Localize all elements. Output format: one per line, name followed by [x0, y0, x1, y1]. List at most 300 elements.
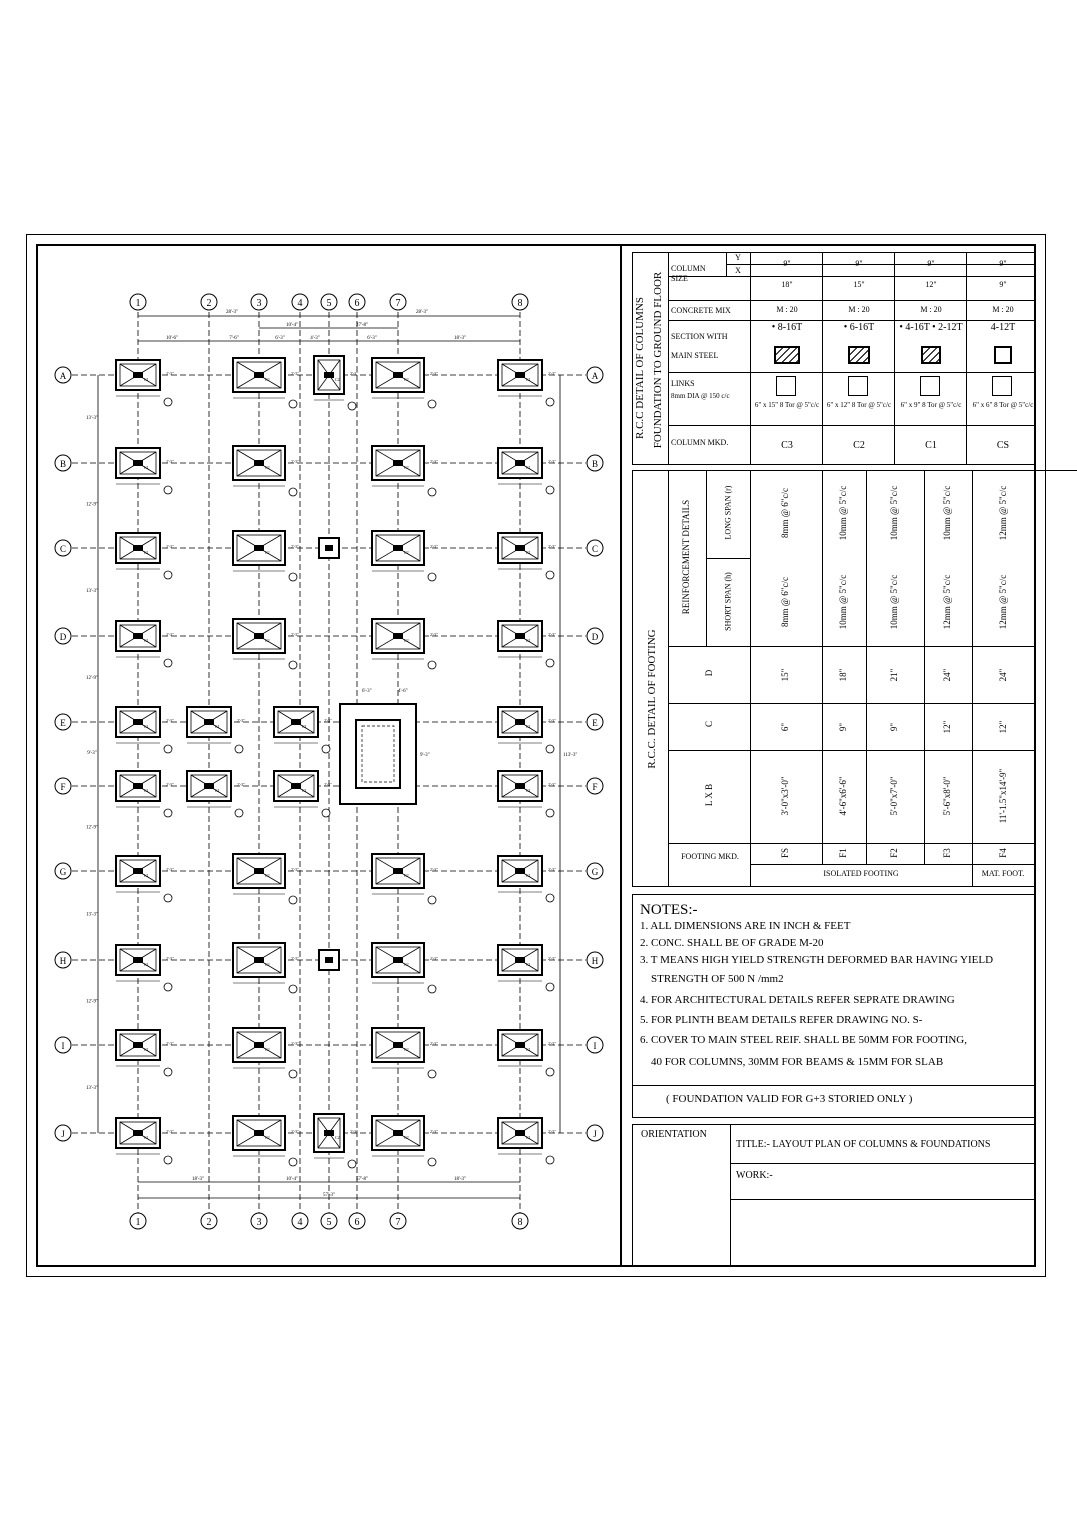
footing-dim-label: 2'-3": [548, 956, 556, 961]
grid-number-top: 3: [256, 298, 262, 309]
footing-leader-tag: [428, 1070, 436, 1078]
main-steel-value: • 6-16T: [843, 322, 875, 333]
footing-long-span-value: 10mm @ 5"c/c: [838, 485, 848, 541]
footing-mark-value: F1: [838, 848, 848, 858]
column-block: [325, 545, 333, 551]
footing-long-span-value: 8mm @ 6"c/c: [780, 488, 790, 538]
dimension-text: 27'-8": [355, 323, 369, 328]
concrete-mix-value: M : 20: [848, 305, 870, 314]
link-stirrup-icon: [776, 376, 796, 396]
column-mark: C1: [144, 377, 149, 382]
column-block: [133, 1130, 143, 1136]
column-block: [515, 460, 525, 466]
grid-number-top: 7: [395, 298, 401, 309]
grid-number-bottom: 5: [326, 1217, 332, 1228]
column-mark: C2: [265, 638, 270, 643]
grid-letter-left: F: [60, 782, 66, 792]
footing-leader-tag: [546, 659, 554, 667]
column-block: [204, 783, 214, 789]
column-mark: C2: [265, 1135, 270, 1140]
grid-letter-left: I: [61, 1041, 65, 1051]
work-label: WORK:-: [736, 1170, 773, 1181]
footing-dim-label: 2'-3": [166, 544, 174, 549]
footing-leader-tag: [289, 488, 297, 496]
column-table-title-2: FOUNDATION TO GROUND FLOOR: [652, 271, 664, 449]
footing-dim-label: 2'-3": [350, 371, 358, 376]
column-section-icon: [921, 346, 941, 364]
dimension-text: 12'-9": [85, 502, 99, 508]
footing-dim-label: 2'-3": [291, 956, 299, 961]
footing-leader-tag: [546, 1156, 554, 1164]
note-5: 5. FOR PLINTH BEAM DETAILS REFER DRAWING NO. S-: [640, 1014, 923, 1026]
grid-number-bottom: 8: [517, 1217, 523, 1228]
dimension-text: 10'-6": [165, 336, 179, 341]
footing-dim-label: 2'-3": [430, 371, 438, 376]
column-block: [254, 372, 264, 378]
column-mark: C1: [302, 788, 307, 793]
footing-leader-tag: [546, 398, 554, 406]
footing-leader-tag: [289, 1158, 297, 1166]
column-mark: C1: [526, 377, 531, 382]
footing-short-span-value: 8mm @ 6"c/c: [780, 577, 790, 627]
links-value: 6" x 6" 8 Tor @ 5"c/c: [972, 401, 1034, 409]
column-block: [393, 460, 403, 466]
footing-dim-label: 2'-3": [166, 1041, 174, 1046]
links-desc: 8mm DIA @ 150 c/c: [671, 392, 730, 400]
footing-leader-tag: [428, 896, 436, 904]
footing-d-value: 18": [838, 668, 848, 682]
grid-number-bottom: 4: [297, 1217, 303, 1228]
column-block: [515, 633, 525, 639]
link-stirrup-icon: [992, 376, 1012, 396]
footing-leader-tag: [428, 985, 436, 993]
column-mark: C2: [265, 1047, 270, 1052]
footing-dim-label: 2'-3": [430, 459, 438, 464]
long-span-label: LONG SPAN (r): [723, 485, 733, 540]
footing-c-value: 12": [998, 720, 1008, 734]
footing-dim-label: 2'-3": [166, 782, 174, 787]
footing-short-span-value: 10mm @ 5"c/c: [838, 574, 848, 630]
footing-leader-tag: [428, 661, 436, 669]
main-steel-value: • 8-16T: [771, 322, 803, 333]
dimension-text: 18'-3": [453, 1177, 467, 1182]
column-mark: C1: [526, 788, 531, 793]
dimension-text: 13'-3": [85, 912, 99, 918]
footing-leader-tag: [289, 985, 297, 993]
footing-leader-tag: [322, 809, 330, 817]
column-block: [515, 545, 525, 551]
column-block: [204, 719, 214, 725]
column-x-value: 12": [925, 280, 937, 289]
dimension-text: 10'-4": [285, 1177, 299, 1182]
grid-letter-right: G: [591, 867, 599, 877]
footing-lxb-value: 5'-0"x7'-0": [889, 776, 899, 816]
column-mark: C1: [302, 724, 307, 729]
note-2: 2. CONC. SHALL BE OF GRADE M-20: [640, 937, 824, 949]
column-block: [393, 1042, 403, 1048]
dimension-text: 6'-3": [367, 336, 377, 341]
grid-number-top: 4: [297, 298, 303, 309]
footing-dim-label: 2'-3": [291, 632, 299, 637]
footing-long-span-value: 12mm @ 5"c/c: [998, 485, 1008, 541]
links-value: 6" x 12" 8 Tor @ 5"c/c: [826, 401, 892, 409]
grid-letter-right: J: [593, 1129, 597, 1139]
grid-letter-left: G: [59, 867, 67, 877]
mat-footing-label: MAT. FOOT.: [981, 869, 1025, 878]
column-mark: C1: [144, 465, 149, 470]
footing-leader-tag: [289, 1070, 297, 1078]
column-mark: C2: [265, 873, 270, 878]
note-6: 6. COVER TO MAIN STEEL REIF. SHALL BE 50MM FOR FOOTING,: [640, 1034, 967, 1046]
column-block: [133, 460, 143, 466]
column-mark: C1: [215, 788, 220, 793]
column-mark: C2: [335, 1135, 340, 1140]
footing-leader-tag: [164, 398, 172, 406]
column-section-icon: [994, 346, 1012, 364]
column-x-value: 15": [853, 280, 865, 289]
footing-short-span-value: 10mm @ 5"c/c: [889, 574, 899, 630]
dimension-text: 57'-8": [355, 1177, 369, 1182]
grid-letter-left: E: [60, 718, 66, 728]
footing-lxb-value: 5'-6"x8'-0": [942, 776, 952, 816]
column-block: [133, 1042, 143, 1048]
footing-long-span-value: 10mm @ 5"c/c: [942, 485, 952, 541]
footing-d-value: 15": [780, 668, 790, 682]
column-size-label: COLUMN SIZE: [671, 264, 706, 283]
footing-c-value: 12": [942, 720, 952, 734]
column-section-icon: [848, 346, 870, 364]
footing-leader-tag: [235, 745, 243, 753]
column-mark-value: C1: [925, 440, 937, 451]
footing-leader-tag: [164, 571, 172, 579]
footing-dim-label: 2'-3": [430, 867, 438, 872]
link-stirrup-icon: [920, 376, 940, 396]
column-block: [325, 957, 333, 963]
grid-number-top: 8: [517, 298, 523, 309]
footing-dim-label: 2'-3": [548, 867, 556, 872]
column-block: [324, 1130, 334, 1136]
footing-c-value: 9": [838, 722, 848, 732]
drawing-title: TITLE:- LAYOUT PLAN OF COLUMNS & FOUNDATIONS: [736, 1139, 991, 1150]
column-block: [133, 783, 143, 789]
grid-letter-right: E: [592, 718, 598, 728]
footing-dim-label: 2'-3": [548, 459, 556, 464]
dimension-text: 18'-3": [453, 336, 467, 341]
section-label: SECTION WITH: [671, 332, 728, 341]
footing-short-span-value: 12mm @ 5"c/c: [942, 574, 952, 630]
grid-number-top: 6: [354, 298, 360, 309]
notes-title: NOTES:-: [640, 902, 698, 918]
column-mark: C1: [144, 788, 149, 793]
column-mark: C2: [404, 1047, 409, 1052]
footing-leader-tag: [164, 983, 172, 991]
footing-mark-value: FS: [780, 848, 790, 859]
column-block: [393, 868, 403, 874]
column-mark: C1: [144, 550, 149, 555]
column-mark: C1: [526, 1135, 531, 1140]
column-mark: C2: [265, 465, 270, 470]
dimension-text: 18'-3": [191, 1177, 205, 1182]
main-steel-value: 4-12T: [990, 322, 1016, 333]
footing-long-span-value: 10mm @ 5"c/c: [889, 485, 899, 541]
footing-leader-tag: [289, 573, 297, 581]
column-mark: C1: [526, 724, 531, 729]
footing-short-span-value: 12mm @ 5"c/c: [998, 574, 1008, 630]
column-block: [393, 545, 403, 551]
footing-dim-label: 2'-3": [166, 632, 174, 637]
column-mark: C1: [144, 1135, 149, 1140]
footing-lxb-value: 3'-0"x3'-0": [780, 776, 790, 816]
dimension-text: 13'-3": [85, 1086, 99, 1091]
column-mark-value: C3: [781, 440, 793, 451]
mat-dimension: 9'-3": [420, 753, 430, 758]
grid-letter-left: J: [61, 1129, 65, 1139]
concrete-mix-value: M : 20: [920, 305, 942, 314]
footing-dim-label: 2'-3": [548, 782, 556, 787]
note-3b: STRENGTH OF 500 N /mm2: [651, 973, 784, 985]
foundation-plan: [40, 248, 618, 1264]
footing-dim-label: 2'-3": [324, 782, 332, 787]
footing-dim-label: 2'-3": [291, 867, 299, 872]
footing-c-value: 9": [889, 722, 899, 732]
column-table-title-1: R.C.C DETAIL OF COLUMNS: [634, 296, 646, 440]
footing-leader-tag: [289, 400, 297, 408]
footing-dim-label: 2'-3": [237, 782, 245, 787]
footing-leader-tag: [164, 486, 172, 494]
note-1: 1. ALL DIMENSIONS ARE IN INCH & FEET: [640, 920, 851, 932]
column-block: [133, 868, 143, 874]
grid-letter-left: A: [59, 371, 67, 381]
panel-divider: [620, 244, 622, 1267]
concrete-mix-value: M : 20: [992, 305, 1014, 314]
column-mark-value: CS: [996, 440, 1010, 451]
dimension-text: 9'-3": [87, 751, 97, 756]
column-x-value: 9": [999, 280, 1007, 289]
footing-dim-label: 2'-3": [291, 459, 299, 464]
links-value: 6" x 9" 8 Tor @ 5"c/c: [900, 401, 962, 409]
dimension-text: 10'-4": [285, 323, 299, 328]
dimension-text: 12'-9": [85, 825, 99, 831]
footing-leader-tag: [546, 983, 554, 991]
column-y-value: 9": [783, 259, 791, 268]
y-label: Y: [735, 253, 741, 262]
grid-number-top: 2: [206, 298, 212, 309]
note-4: 4. FOR ARCHITECTURAL DETAILS REFER SEPRATE DRAWING: [640, 994, 955, 1006]
note-6b: 40 FOR COLUMNS, 30MM FOR BEAMS & 15MM FOR SLAB: [651, 1056, 944, 1068]
d-label: D: [704, 669, 714, 677]
column-mark: C1: [144, 873, 149, 878]
column-block: [324, 372, 334, 378]
column-block: [291, 719, 301, 725]
grid-letter-left: C: [59, 544, 67, 554]
footing-leader-tag: [164, 1156, 172, 1164]
footing-dim-label: 2'-3": [166, 867, 174, 872]
footing-leader-tag: [164, 745, 172, 753]
grid-letter-right: I: [593, 1041, 597, 1051]
dimension-text: 28'-3": [225, 310, 239, 315]
column-block: [515, 783, 525, 789]
column-block: [515, 1042, 525, 1048]
footing-dim-label: 2'-3": [324, 718, 332, 723]
dimension-text: 113'-3": [563, 753, 578, 758]
footing-mark-value: F3: [942, 848, 952, 858]
footing-dim-label: 2'-3": [166, 459, 174, 464]
footing-dim-label: 2'-3": [166, 371, 174, 376]
column-block: [254, 868, 264, 874]
column-mark: C1: [526, 638, 531, 643]
grid-number-bottom: 7: [395, 1217, 401, 1228]
concrete-mix-label: CONCRETE MIX: [671, 306, 731, 315]
reinforcement-label: REINFORCEMENT DETAILS: [681, 499, 691, 615]
short-span-label: SHORT SPAN (h): [723, 572, 733, 631]
footing-dim-label: 2'-3": [430, 632, 438, 637]
column-mark: C2: [404, 962, 409, 967]
footing-dim-label: 2'-3": [291, 1041, 299, 1046]
footing-leader-tag: [546, 486, 554, 494]
column-block: [393, 1130, 403, 1136]
grid-number-bottom: 2: [206, 1217, 212, 1228]
column-block: [133, 545, 143, 551]
footing-leader-tag: [322, 745, 330, 753]
dimension-text: 12'-9": [85, 676, 99, 681]
column-mark-value: C2: [853, 440, 865, 451]
column-mark: C1: [526, 962, 531, 967]
column-x-value: 18": [781, 280, 793, 289]
mat-dimension: 4'-6": [398, 689, 408, 694]
footing-dim-label: 2'-3": [350, 1129, 358, 1134]
footing-leader-tag: [428, 400, 436, 408]
dimension-text: 13'-3": [85, 416, 99, 421]
footing-leader-tag: [348, 402, 356, 410]
column-mark: C1: [526, 550, 531, 555]
column-block: [515, 957, 525, 963]
grid-number-bottom: 1: [135, 1217, 141, 1228]
footing-d-value: 24": [998, 668, 1008, 682]
column-block: [515, 868, 525, 874]
footing-dim-label: 2'-3": [291, 371, 299, 376]
link-stirrup-icon: [848, 376, 868, 396]
footing-leader-tag: [164, 894, 172, 902]
column-block: [393, 372, 403, 378]
column-block: [393, 957, 403, 963]
footing-dim-label: 2'-3": [430, 1129, 438, 1134]
footing-lxb-value: 11'-1.5"x14'-9": [998, 768, 1008, 824]
column-block: [515, 1130, 525, 1136]
column-mark: C1: [144, 962, 149, 967]
c-label: C: [704, 721, 714, 728]
column-block: [515, 719, 525, 725]
dimension-text: 57'-3": [322, 1193, 336, 1198]
footing-leader-tag: [428, 1158, 436, 1166]
column-mark: C2: [404, 638, 409, 643]
column-block: [133, 719, 143, 725]
footing-lxb-value: 4'-6"x6'-6": [838, 776, 848, 816]
footing-dim-label: 2'-3": [291, 1129, 299, 1134]
links-value: 6" x 15" 8 Tor @ 5"c/c: [754, 401, 820, 409]
grid-number-bottom: 3: [256, 1217, 262, 1228]
footing-dim-label: 2'-3": [430, 544, 438, 549]
column-block: [254, 633, 264, 639]
column-block: [133, 372, 143, 378]
grid-letter-right: B: [591, 459, 599, 469]
column-block: [254, 545, 264, 551]
note-3: 3. T MEANS HIGH YIELD STRENGTH DEFORMED BAR HAVING YIELD: [640, 954, 994, 966]
column-y-value: 9": [855, 259, 863, 268]
column-mark: C2: [404, 550, 409, 555]
column-block: [515, 372, 525, 378]
footing-leader-tag: [428, 573, 436, 581]
footing-c-value: 6": [780, 722, 790, 732]
footing-leader-tag: [546, 809, 554, 817]
footing-leader-tag: [546, 894, 554, 902]
footing-dim-label: 2'-3": [166, 956, 174, 961]
column-mark: C2: [265, 377, 270, 382]
column-mark: C2: [404, 873, 409, 878]
column-mark: C1: [215, 724, 220, 729]
column-y-value: 9": [999, 259, 1007, 268]
x-label: X: [735, 266, 741, 275]
dimension-text: 7'-6": [229, 336, 239, 341]
column-block: [133, 957, 143, 963]
grid-letter-left: D: [59, 632, 67, 642]
column-mark: C2: [404, 465, 409, 470]
grid-number-top: 5: [326, 298, 332, 309]
dimension-text: 6'-3": [275, 336, 285, 341]
column-block: [254, 1042, 264, 1048]
footing-dim-label: 2'-3": [237, 718, 245, 723]
orientation-label: ORIENTATION: [641, 1129, 707, 1140]
footing-dim-label: 2'-3": [548, 1129, 556, 1134]
footing-leader-tag: [289, 661, 297, 669]
main-steel-value: • 4-16T • 2-12T: [899, 322, 963, 333]
footing-mark-label: FOOTING MKD.: [681, 852, 739, 861]
column-block: [291, 783, 301, 789]
validity-note: ( FOUNDATION VALID FOR G+3 STORIED ONLY ): [666, 1093, 913, 1105]
footing-dim-label: 2'-3": [291, 544, 299, 549]
column-mark: C2: [265, 550, 270, 555]
column-mark: C2: [404, 377, 409, 382]
footing-dim-label: 2'-3": [166, 1129, 174, 1134]
grid-number-bottom: 6: [354, 1217, 360, 1228]
column-mark: C1: [526, 465, 531, 470]
column-y-value: 9": [927, 259, 935, 268]
footing-dim-label: 2'-3": [430, 956, 438, 961]
grid-letter-right: H: [591, 956, 599, 966]
footing-leader-tag: [546, 745, 554, 753]
links-label: LINKS: [671, 379, 695, 388]
column-mark: C2: [404, 1135, 409, 1140]
footing-leader-tag: [289, 896, 297, 904]
grid-letter-right: D: [591, 632, 599, 642]
grid-letter-right: F: [592, 782, 598, 792]
column-block: [254, 460, 264, 466]
dimension-text: 12'-9": [85, 999, 99, 1005]
footing-leader-tag: [348, 1160, 356, 1168]
footing-d-value: 21": [889, 668, 899, 682]
footing-mark-value: F4: [998, 848, 1008, 858]
dimension-text: 13'-3": [85, 589, 99, 594]
grid-letter-right: C: [591, 544, 599, 554]
column-mark: C1: [526, 1047, 531, 1052]
footing-dim-label: 2'-3": [548, 371, 556, 376]
concrete-mix-value: M : 20: [776, 305, 798, 314]
column-mark: C1: [144, 638, 149, 643]
footing-dim-label: 2'-3": [548, 544, 556, 549]
column-block: [254, 1130, 264, 1136]
footing-dim-label: 2'-3": [166, 718, 174, 723]
grid-number-top: 1: [135, 298, 141, 309]
grid-letter-right: A: [591, 371, 599, 381]
